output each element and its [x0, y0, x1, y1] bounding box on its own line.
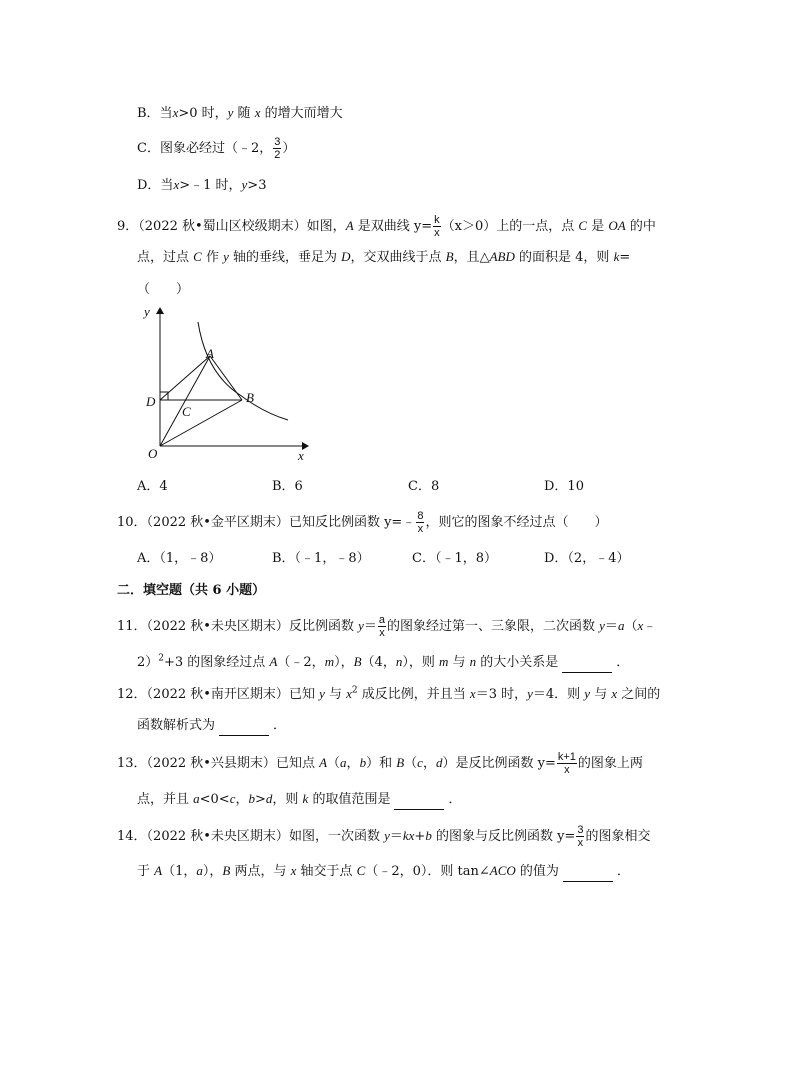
- fraction-denominator: x: [564, 764, 570, 776]
- question-source: （2022 秋•蜀山区校级期末）: [138, 219, 307, 234]
- var-x: x: [611, 686, 618, 701]
- point-label: C: [356, 863, 366, 878]
- fraction-numerator: 3: [274, 136, 281, 148]
- point-label: A: [154, 863, 163, 878]
- var-y: y: [227, 105, 234, 120]
- var-c: c: [229, 791, 236, 806]
- var-y: y: [241, 177, 248, 192]
- q9-option-d: D．10: [544, 479, 584, 494]
- var-x: x: [254, 105, 261, 120]
- text: 的取值范围是: [308, 792, 391, 807]
- question-source: （2022 秋•兴县期末）: [146, 756, 276, 771]
- question-number: 10．: [117, 515, 147, 530]
- section-heading: 二．填空题（共 6 小题）: [117, 583, 266, 598]
- text: ＝: [389, 829, 403, 844]
- text: ，且△: [453, 250, 490, 265]
- var-a: a: [617, 618, 625, 633]
- question-source: （2022 秋•未央区期末）: [146, 619, 289, 634]
- text: ．: [616, 864, 630, 879]
- q9-answer-paren: （ ）: [137, 282, 190, 297]
- text: （: [404, 756, 418, 771]
- fraction: [557, 751, 577, 776]
- text: 的大小关系是: [476, 655, 559, 670]
- text: 2）: [137, 655, 159, 670]
- text: ，则它的图象不经过点（ ）: [425, 515, 608, 530]
- var-y: y: [223, 249, 229, 264]
- var-c: c: [417, 755, 423, 770]
- angle-label: ACO: [489, 863, 516, 878]
- label-c: C: [182, 404, 191, 419]
- text: 是双曲线 y=: [353, 219, 433, 234]
- answer-blank[interactable]: [562, 660, 612, 673]
- var-k: k: [613, 249, 620, 264]
- text: 如图，一次函数: [288, 829, 385, 844]
- q8-c-label: C．图象必经过（﹣2，: [137, 141, 273, 156]
- text: ，: [346, 756, 360, 771]
- fraction: [273, 136, 281, 161]
- text: ），: [202, 864, 223, 879]
- text: （﹣2，0）．则 tan∠: [365, 864, 490, 879]
- label-o: O: [148, 446, 158, 461]
- q12-line-2: [137, 716, 286, 736]
- text: ）是反比例函数 y=: [442, 756, 556, 771]
- text: 与: [324, 687, 347, 702]
- text: 之间的: [617, 687, 661, 702]
- fraction-numerator: k+1: [557, 751, 576, 763]
- text: ．: [616, 655, 630, 670]
- var-m: m: [324, 654, 335, 669]
- q8-c-tail: ）: [282, 141, 296, 156]
- question-source: （2022 秋•金平区期末）: [146, 515, 289, 530]
- q14-line-1: [117, 824, 650, 849]
- question-number: 9．: [117, 219, 139, 234]
- fraction-denominator: x: [379, 627, 385, 639]
- text: 已知反比例函数 y=﹣: [288, 515, 416, 530]
- q8-option-b: [137, 103, 343, 124]
- text: ，则: [272, 792, 303, 807]
- text: （: [327, 756, 341, 771]
- var-x: x: [469, 686, 476, 701]
- text: 是: [587, 219, 609, 234]
- var-a: a: [193, 791, 200, 806]
- text: 的面积是 4，则: [514, 250, 614, 265]
- fraction-denominator: 2: [274, 149, 281, 161]
- question-source: （2022 秋•南开区期末）: [146, 687, 289, 702]
- point-label: A: [319, 755, 328, 770]
- var-a: a: [196, 863, 203, 878]
- q11-line-2: [137, 652, 629, 673]
- q9-option-b: B．6: [272, 479, 303, 494]
- text: 如图，: [306, 219, 346, 234]
- q10-option-d: D．（2，﹣4）: [544, 551, 630, 566]
- text: （x＞0）上的一点，点: [441, 219, 579, 234]
- q8-d-tail: >3: [247, 178, 267, 193]
- var-m: m: [438, 654, 449, 669]
- q10-option-a: A．（1，﹣8）: [137, 551, 222, 566]
- var-x: x: [346, 686, 352, 701]
- var-b: b: [425, 828, 432, 843]
- fraction-numerator: a: [378, 614, 385, 626]
- text: ＝4．则: [532, 687, 585, 702]
- point-label: A: [345, 218, 354, 233]
- var-y: y: [384, 828, 390, 843]
- point-label: A: [269, 654, 278, 669]
- var-d: d: [265, 791, 273, 806]
- answer-blank[interactable]: [219, 723, 269, 736]
- text: 成反比例，并且当: [357, 687, 470, 702]
- text: 与: [448, 655, 470, 670]
- text: ，交双曲线于点: [350, 250, 446, 265]
- q8-b-label: B．当: [137, 106, 173, 121]
- q10-option-c: C．（﹣1，8）: [412, 551, 497, 566]
- var-a: a: [340, 755, 347, 770]
- text: ．: [448, 792, 462, 807]
- text: ），则: [402, 655, 439, 670]
- var-y: y: [527, 686, 533, 701]
- var-n: n: [469, 654, 477, 669]
- label-d: D: [146, 394, 156, 409]
- point-label: D: [341, 249, 351, 264]
- text: ，: [235, 792, 249, 807]
- text: 的值为: [515, 864, 559, 879]
- fraction: [576, 824, 584, 849]
- q13-line-1: [117, 751, 643, 776]
- fraction: [378, 614, 386, 639]
- question-number: 14．: [117, 829, 147, 844]
- text: ＝3 时，: [475, 687, 528, 702]
- text: 点，过点: [137, 250, 194, 265]
- answer-blank[interactable]: [394, 797, 444, 810]
- point-label: B: [353, 654, 362, 669]
- q10-line-1: [117, 510, 607, 535]
- text: （: [624, 619, 638, 634]
- fraction: [416, 510, 424, 535]
- text: 的中: [625, 219, 656, 234]
- q8-d-cond: >﹣1 时，: [179, 178, 242, 193]
- fraction-denominator: x: [434, 227, 440, 239]
- text: （1，: [162, 864, 197, 879]
- text: =: [619, 250, 631, 265]
- text: ＝: [363, 619, 377, 634]
- q9-option-a: A．4: [137, 479, 168, 494]
- triangle-label: ABD: [489, 249, 515, 264]
- var-x: x: [172, 105, 179, 120]
- point-label: B: [396, 755, 405, 770]
- text: 的图象上两: [577, 756, 643, 771]
- fraction: [433, 214, 441, 239]
- q8-option-c: [137, 136, 295, 161]
- question-number: 12．: [117, 687, 147, 702]
- text: 于: [137, 864, 155, 879]
- text: ，: [422, 756, 436, 771]
- var-y: y: [584, 686, 591, 701]
- text: ＝: [604, 619, 618, 634]
- text: 轴的垂线，垂足为: [228, 250, 342, 265]
- text: ﹣: [643, 619, 657, 634]
- exponent: 2: [351, 685, 358, 696]
- text: 已知: [288, 687, 320, 702]
- question-number: 11．: [117, 619, 147, 634]
- var-y: y: [599, 618, 605, 633]
- text: 的图象经过第一、三象限，二次函数: [387, 619, 600, 634]
- text: （4，: [361, 655, 396, 670]
- point-label: B: [445, 249, 454, 264]
- var-y: y: [319, 686, 325, 701]
- var-y: y: [358, 618, 364, 633]
- segment-ab: [210, 356, 242, 400]
- segment-label: OA: [608, 218, 626, 233]
- question-number: 13．: [117, 756, 147, 771]
- text: 与: [590, 687, 612, 702]
- text: 函数解析式为: [137, 718, 216, 733]
- fraction-numerator: 8: [417, 510, 424, 522]
- var-d: d: [435, 755, 443, 770]
- q12-line-1: [117, 684, 660, 705]
- text: +: [414, 829, 426, 844]
- text: <0<: [199, 792, 230, 807]
- text: +3 的图象经过点: [164, 655, 270, 670]
- text: 两点，与: [230, 864, 291, 879]
- text: 的图象与反比例函数 y=: [431, 829, 576, 844]
- fraction-denominator: x: [577, 837, 584, 849]
- fraction-numerator: k: [434, 214, 440, 226]
- label-b: B: [246, 390, 254, 405]
- q8-b-text: 随: [233, 106, 255, 121]
- text: ），: [334, 655, 354, 670]
- fraction-denominator: x: [417, 523, 424, 535]
- label-y: y: [144, 304, 150, 319]
- var-x: x: [637, 618, 644, 633]
- var-b: b: [359, 755, 367, 770]
- q8-option-d: [137, 175, 266, 196]
- q13-line-2: [137, 789, 461, 810]
- exponent: 2: [158, 653, 165, 664]
- var-kx: kx: [402, 828, 415, 843]
- q8-b-tail: 的增大而增大: [260, 106, 343, 121]
- text: 反比例函数: [288, 619, 359, 634]
- var-x: x: [290, 863, 297, 878]
- point-label: C: [578, 218, 588, 233]
- text: 点，并且: [137, 792, 194, 807]
- point-label: C: [193, 249, 202, 264]
- text: >: [255, 792, 266, 807]
- text: 作: [201, 250, 224, 265]
- q9-line-2: [137, 247, 630, 268]
- text: ．: [273, 718, 287, 733]
- text: 轴交于点: [296, 864, 357, 879]
- text: 已知点: [275, 756, 320, 771]
- answer-blank[interactable]: [563, 869, 613, 882]
- q9-option-c: C．8: [408, 479, 440, 494]
- q8-d-label: D．当: [137, 178, 174, 193]
- fraction-numerator: 3: [577, 824, 584, 836]
- label-x: x: [298, 448, 304, 463]
- var-b: b: [248, 791, 255, 806]
- q14-line-2: [137, 861, 630, 882]
- q8-b-cond: >0 时，: [178, 106, 228, 121]
- question-source: （2022 秋•未央区期末）: [146, 829, 289, 844]
- q11-line-1: [117, 614, 656, 639]
- text: （﹣2，: [277, 655, 325, 670]
- hyperbola-curve: [198, 322, 288, 420]
- q10-option-b: B．（﹣1，﹣8）: [272, 551, 370, 566]
- text: 的图象相交: [585, 829, 651, 844]
- q9-line-1: [117, 214, 656, 239]
- var-x: x: [173, 177, 180, 192]
- var-k: k: [302, 791, 309, 806]
- label-a: A: [206, 346, 214, 361]
- point-label: B: [222, 863, 231, 878]
- q9-figure: [140, 300, 340, 470]
- text: ）和: [366, 756, 397, 771]
- var-n: n: [395, 654, 403, 669]
